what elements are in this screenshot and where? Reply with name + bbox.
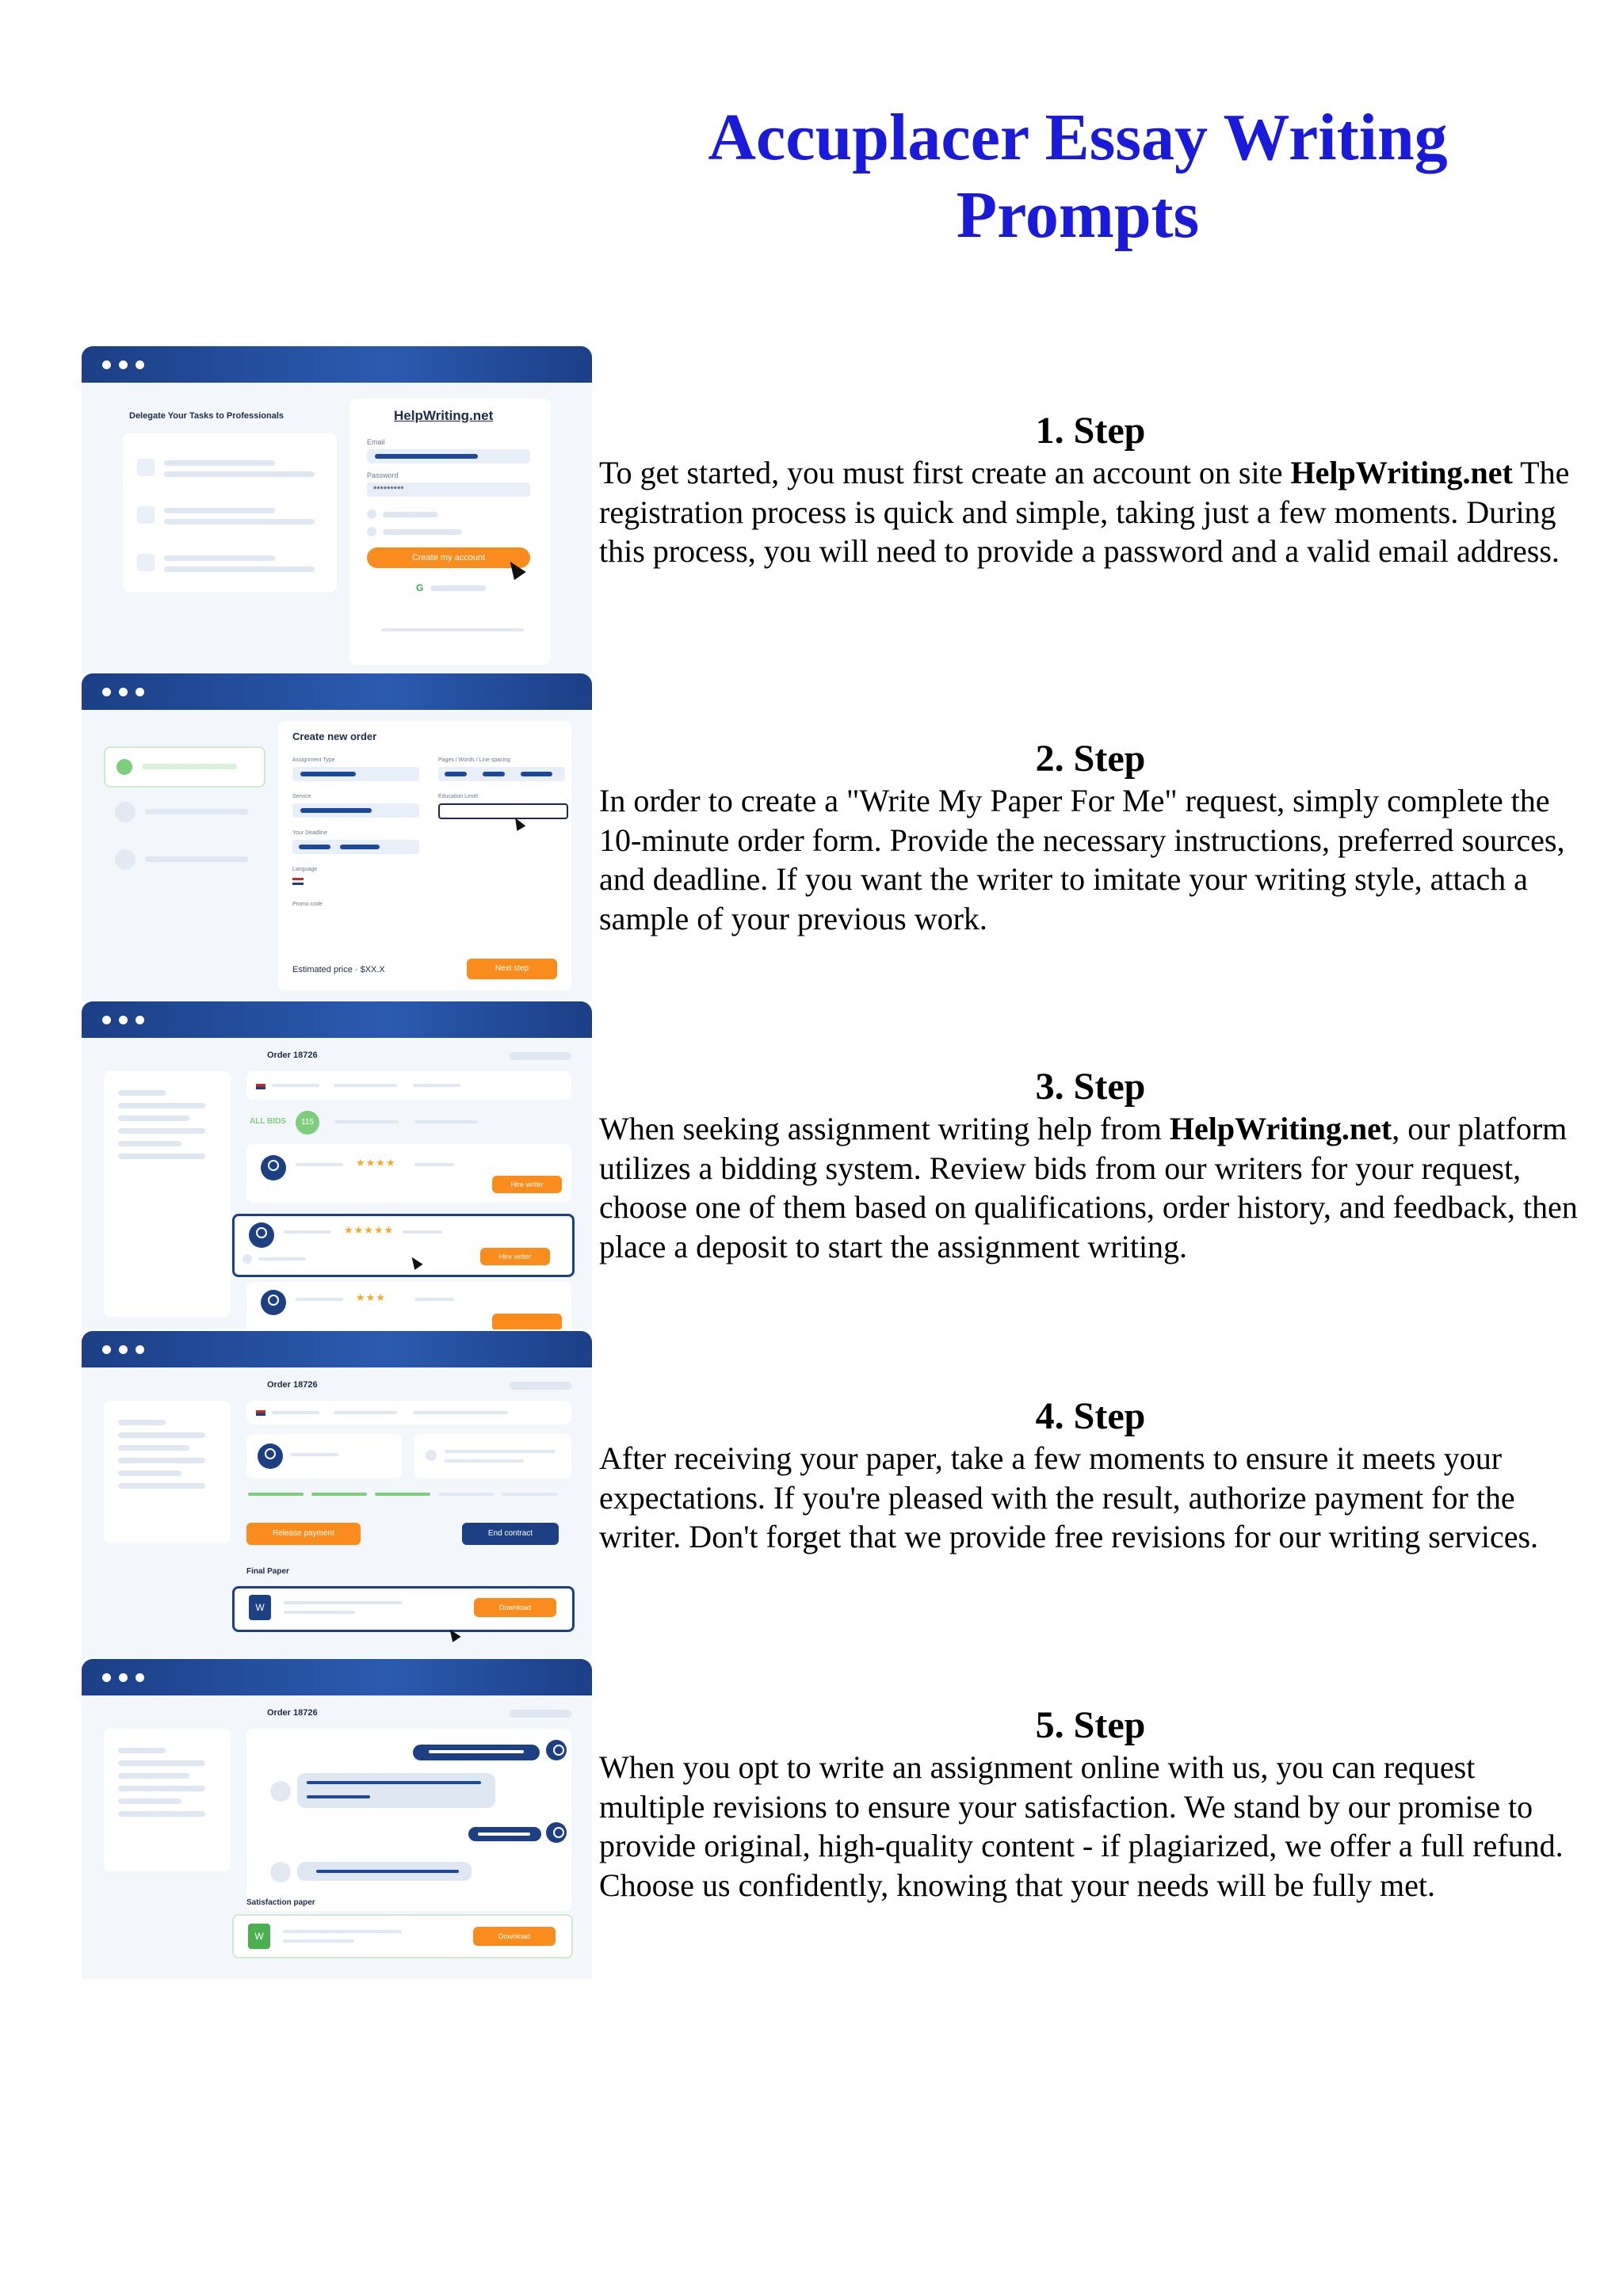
step-1-text: To get started, you must first create an account on site HelpWriting.net The registration process is quick and simple, taking just a few moments. During this process, you will need to provide a password and a valid email address. bbox=[599, 455, 1570, 569]
order-sidebar bbox=[104, 1729, 231, 1871]
step-2-heading: 2. Step bbox=[1035, 738, 1146, 780]
window-bar bbox=[82, 1659, 592, 1695]
chat-area bbox=[246, 1729, 571, 1911]
all-bids-label: ALL BIDS bbox=[250, 1117, 286, 1126]
writer-avatar-icon bbox=[258, 1444, 283, 1469]
writer-avatar-icon bbox=[249, 1222, 274, 1248]
word-file-icon: W bbox=[249, 1595, 271, 1620]
screenshot-order-form bbox=[82, 673, 592, 1001]
signup-form bbox=[349, 399, 551, 665]
order-number: Order 18726 bbox=[267, 1380, 318, 1390]
release-payment-button[interactable]: Release payment bbox=[246, 1523, 361, 1545]
assignment-type-field[interactable] bbox=[292, 767, 419, 781]
window-bar bbox=[82, 1331, 592, 1367]
step-5 bbox=[599, 1703, 1582, 1905]
rating-stars-icon: ★★★ bbox=[356, 1291, 386, 1303]
order-number: Order 18726 bbox=[267, 1708, 318, 1718]
education-label: Education Level bbox=[438, 794, 478, 799]
rating-stars-icon: ★★★★ bbox=[356, 1157, 396, 1169]
education-field[interactable] bbox=[438, 803, 568, 819]
writer-avatar-icon bbox=[261, 1155, 286, 1180]
screenshot-bidding bbox=[82, 1001, 592, 1329]
password-label: Password bbox=[367, 471, 399, 479]
bid-count-badge: 115 bbox=[296, 1111, 319, 1135]
email-field[interactable] bbox=[367, 449, 530, 463]
window-bar bbox=[82, 346, 592, 383]
user-avatar-icon bbox=[270, 1862, 291, 1882]
order-form bbox=[278, 721, 571, 990]
writer-avatar-icon bbox=[546, 1740, 567, 1760]
writer-avatar-icon bbox=[261, 1290, 286, 1315]
rating-stars-icon: ★★★★★ bbox=[344, 1224, 395, 1236]
create-account-button[interactable]: Create my account bbox=[367, 547, 530, 568]
screenshot-signup bbox=[82, 346, 592, 674]
end-contract-button[interactable]: End contract bbox=[462, 1523, 559, 1545]
page-title bbox=[602, 99, 1553, 254]
google-icon[interactable]: G bbox=[416, 582, 424, 593]
signup-heading: Delegate Your Tasks to Professionals bbox=[129, 411, 285, 421]
step-5-heading: 5. Step bbox=[1035, 1704, 1146, 1746]
feature-list bbox=[123, 433, 337, 592]
step-2-text: In order to create a "Write My Paper For Me" request, simply complete the 10-minute order form. Provide the necessary instructions, preferred sources, and deadline. If you want the writer to imitate your writing style, attach a sample of your previous work. bbox=[599, 783, 1565, 936]
order-summary bbox=[246, 1071, 571, 1100]
satisfaction-paper-label: Satisfaction paper bbox=[246, 1898, 315, 1907]
chat-bubble bbox=[413, 1745, 540, 1760]
service-label: Service bbox=[292, 794, 311, 799]
bid-card[interactable] bbox=[246, 1144, 571, 1203]
language-label: Language bbox=[292, 867, 318, 872]
step-3-heading: 3. Step bbox=[1035, 1066, 1146, 1108]
helpwriting-logo: HelpWriting.net bbox=[394, 408, 494, 423]
bid-card-selected[interactable] bbox=[232, 1214, 575, 1277]
bid-card[interactable] bbox=[246, 1282, 571, 1329]
step-4-heading: 4. Step bbox=[1035, 1395, 1146, 1437]
final-paper-label: Final Paper bbox=[246, 1567, 289, 1576]
title-line-2: Prompts bbox=[956, 178, 1200, 252]
step-1 bbox=[599, 409, 1582, 571]
order-number: Order 18726 bbox=[267, 1051, 318, 1060]
pages-field[interactable] bbox=[438, 767, 565, 781]
password-field[interactable]: ********* bbox=[367, 482, 530, 497]
download-button[interactable]: Download bbox=[474, 1598, 556, 1617]
us-flag-icon bbox=[292, 878, 304, 885]
step-4-text: After receiving your paper, take a few moments to ensure it meets your expectations. If you're pleased with the result, authorize payment for the writer. Don't forget that we provide free revisions for our writing services. bbox=[599, 1440, 1539, 1554]
step-3 bbox=[599, 1065, 1582, 1266]
screenshot-revisions bbox=[82, 1659, 592, 1979]
writer-card bbox=[246, 1434, 402, 1478]
window-bar bbox=[82, 673, 592, 710]
satisfaction-paper-file[interactable] bbox=[232, 1914, 573, 1958]
deadline-field[interactable] bbox=[292, 840, 419, 854]
screenshot-final-paper bbox=[82, 1331, 592, 1659]
deadline-label: Your Deadline bbox=[292, 830, 327, 836]
estimated-price: Estimated price · $XX.X bbox=[292, 965, 385, 974]
order-form-heading: Create new order bbox=[292, 730, 377, 742]
assignment-type-label: Assignment Type bbox=[292, 757, 335, 763]
hire-writer-button[interactable]: Hire writer bbox=[492, 1176, 562, 1193]
writer-avatar-icon bbox=[546, 1822, 567, 1843]
title-line-1: Accuplacer Essay Writing bbox=[708, 101, 1448, 174]
step-5-text: When you opt to write an assignment online with us, you can request multiple revisions to ensure your satisfaction. We stand by our promise to provide original, high-quality content - if plagiarized, we offer a full refund. Choose us confidently, knowing that your needs will be fully met. bbox=[599, 1749, 1564, 1903]
service-field[interactable] bbox=[292, 803, 419, 818]
chat-bubble bbox=[297, 1862, 472, 1881]
step-3-text: When seeking assignment writing help from HelpWriting.net, our platform utilizes a bidding system. Review bids from our writers for your request, choose one of them based on qualifications, order history, and feedback, then place a deposit to start the assignment writing. bbox=[599, 1111, 1578, 1264]
window-bar bbox=[82, 1001, 592, 1038]
site-name[interactable]: HelpWriting.net bbox=[1290, 455, 1513, 490]
step-2 bbox=[599, 737, 1582, 938]
user-avatar-icon bbox=[270, 1781, 291, 1802]
promo-label: Promo code bbox=[292, 902, 323, 907]
order-step-active bbox=[104, 746, 265, 788]
download-button[interactable]: Download bbox=[473, 1927, 556, 1946]
pages-label: Pages / Words / Line spacing bbox=[438, 757, 510, 763]
step-1-heading: 1. Step bbox=[1035, 410, 1146, 452]
email-label: Email bbox=[367, 438, 385, 446]
order-sidebar bbox=[104, 1401, 231, 1543]
chat-bubble bbox=[468, 1827, 541, 1841]
order-sidebar bbox=[104, 1071, 231, 1317]
chat-bubble bbox=[297, 1773, 495, 1808]
next-step-button[interactable]: Next step bbox=[467, 959, 557, 979]
writer-info bbox=[414, 1434, 571, 1478]
word-file-icon: W bbox=[248, 1924, 270, 1949]
final-paper-file[interactable] bbox=[232, 1586, 575, 1632]
hire-writer-button[interactable]: Hire writer bbox=[480, 1248, 550, 1265]
site-name[interactable]: HelpWriting.net bbox=[1169, 1111, 1392, 1146]
step-4 bbox=[599, 1394, 1582, 1557]
order-summary bbox=[246, 1401, 571, 1425]
